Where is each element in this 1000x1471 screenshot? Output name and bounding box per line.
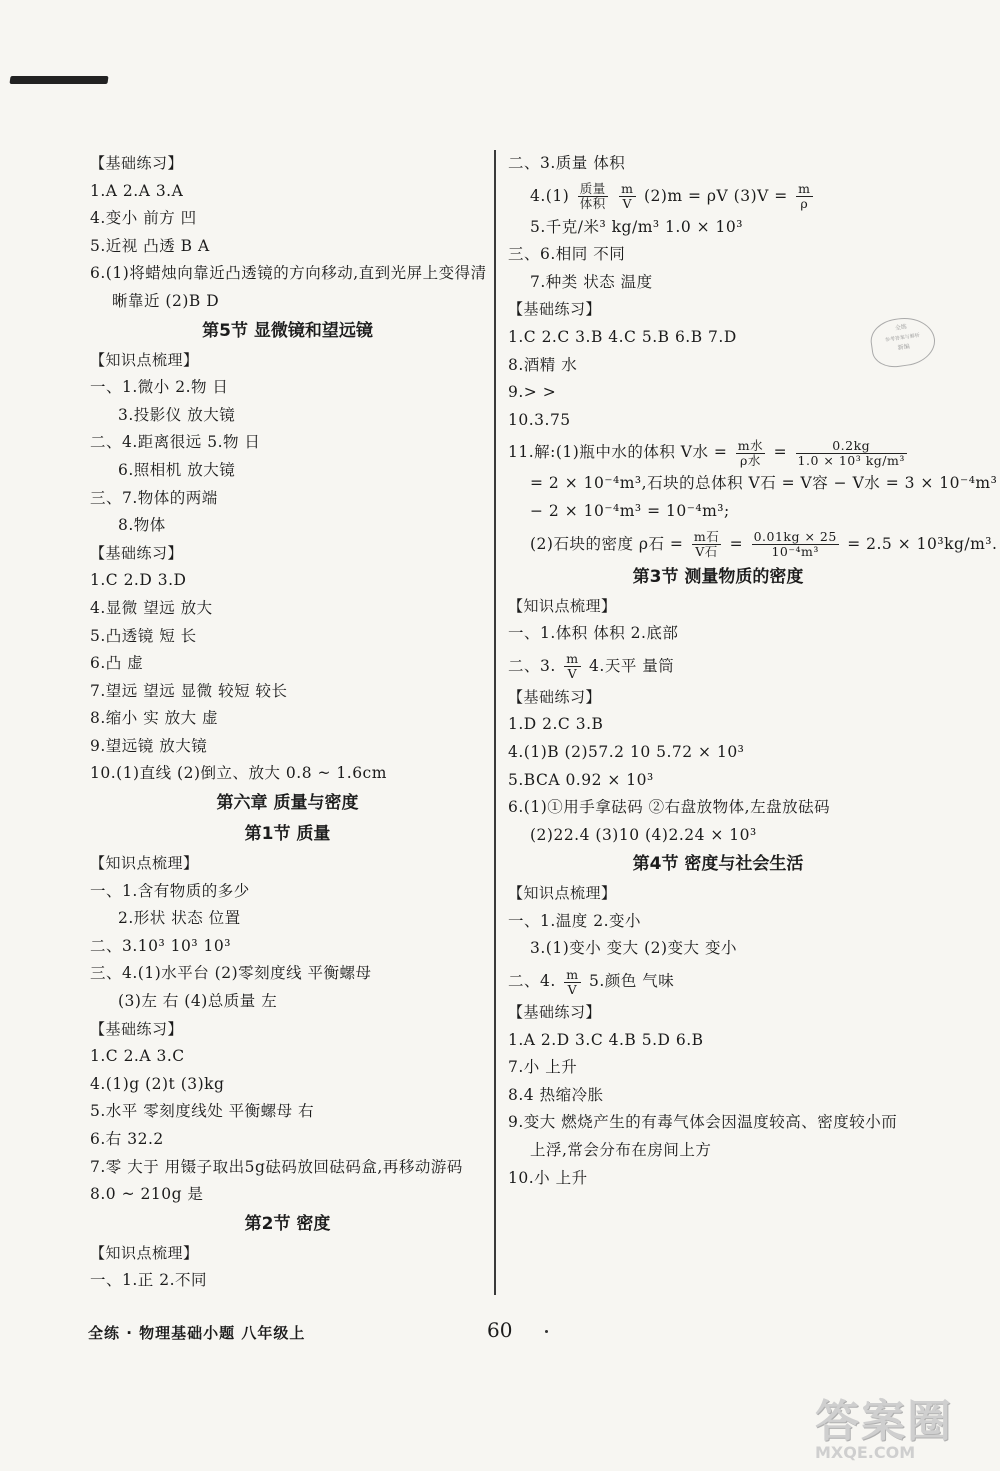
fraction-numerator: m水	[737, 437, 764, 453]
section-heading: 第2节 密度	[244, 1213, 331, 1234]
section-label: 【基础练习】	[508, 1003, 602, 1022]
answer-line: 一、1.含有物质的多少	[90, 881, 250, 900]
answer-line: − 2 × 10⁻⁴m³ = 10⁻⁴m³;	[530, 501, 730, 520]
section-label: 【知识点梳理】	[90, 1243, 199, 1262]
footer-title: 全练 · 物理基础小题 八年级上	[88, 1324, 306, 1342]
section-label: 【知识点梳理】	[90, 350, 199, 369]
watermark-logo	[815, 1385, 995, 1465]
fraction-numerator: 质量	[579, 181, 606, 197]
fraction	[796, 182, 812, 211]
section-label: 【基础练习】	[90, 1019, 184, 1038]
answer-line: 8.物体	[118, 516, 166, 535]
formula-text: 4.(1)	[530, 186, 570, 205]
answer-line: 三、4.(1)水平台 (2)零刻度线 平衡螺母	[90, 964, 372, 983]
answer-line: 8.0 ~ 210g 是	[90, 1185, 204, 1204]
fraction-denominator: 10⁻⁴m³	[771, 544, 819, 560]
answer-line: 1.C 2.A 3.C	[90, 1047, 185, 1066]
section-label: 【基础练习】	[90, 154, 184, 172]
section-heading: 第4节 密度与社会生活	[632, 854, 804, 875]
fraction	[564, 968, 580, 997]
formula-text: 11.解:(1)瓶中水的体积 V水 =	[508, 443, 733, 462]
formula-text: = 2.5 × 10³kg/m³.	[847, 534, 998, 553]
fraction	[692, 530, 721, 559]
answer-line: 6.右 32.2	[90, 1130, 164, 1148]
formula-line	[508, 648, 928, 684]
answer-line: 1.C 2.C 3.B 4.C 5.B 6.B 7.D	[508, 327, 737, 346]
formula-text: 5.颜色 气味	[589, 972, 675, 991]
formula-text: 二、4.	[508, 972, 556, 991]
answer-line: 1.A 2.A 3.A	[90, 181, 184, 200]
answer-line: = 2 × 10⁻⁴m³,石块的总体积 V石 = V容 − V水 = 3 × 10⁻⁴m³	[530, 474, 998, 493]
fraction	[796, 439, 907, 468]
fraction-denominator: ρ	[800, 196, 809, 212]
formula-text: 二、3.	[508, 656, 556, 675]
answer-line: 4.变小 前方 凹	[90, 209, 197, 228]
formula-line	[508, 526, 998, 562]
answer-line: (2)22.4 (3)10 (4)2.24 × 10³	[530, 825, 757, 844]
top-bar-decoration	[9, 76, 108, 84]
answer-line: 1.A 2.D 3.C 4.B 5.D 6.B	[508, 1030, 704, 1049]
formula-line	[508, 434, 928, 470]
fraction-numerator: m	[798, 181, 811, 197]
fraction-denominator: V	[622, 196, 633, 212]
answer-line: 二、4.距离很远 5.物 日	[90, 433, 261, 452]
section-label: 【基础练习】	[508, 687, 602, 706]
fraction-denominator: V	[567, 666, 578, 682]
chapter-heading: 第六章 质量与密度	[216, 793, 359, 814]
answer-line: 10.3.75	[508, 410, 571, 429]
answer-line: 5.水平 零刻度线处 平衡螺母 右	[90, 1102, 315, 1121]
answer-line: 10.(1)直线 (2)倒立、放大 0.8 ~ 1.6cm	[90, 764, 387, 783]
formula-text: (2)石块的密度 ρ石 =	[530, 534, 689, 553]
formula-text: 4.天平 量筒	[589, 656, 675, 675]
fraction	[736, 439, 765, 468]
answer-line: 三、6.相同 不同	[508, 245, 626, 264]
answer-line: 一、1.体积 体积 2.底部	[508, 624, 679, 643]
watermark-text: 答案圈	[815, 1396, 953, 1447]
answer-line: 6.照相机 放大镜	[118, 460, 236, 479]
section-label: 【知识点梳理】	[508, 596, 617, 615]
fraction	[578, 182, 608, 211]
answer-line: 7.小 上升	[508, 1058, 578, 1077]
fraction	[752, 530, 839, 559]
formula-text: =	[773, 443, 793, 462]
answer-line: 晰靠近 (2)B D	[112, 291, 220, 310]
stamp-text: 新编	[897, 343, 911, 352]
fraction-numerator: 0.2kg	[796, 439, 907, 454]
stamp-text: 参考答案与解析	[884, 332, 921, 344]
section-label: 【基础练习】	[508, 300, 602, 319]
fraction-numerator: 0.01kg × 25	[753, 529, 837, 545]
column-divider	[494, 150, 496, 1295]
answer-line: 4.显微 望远 放大	[90, 598, 213, 617]
answer-line: 1.C 2.D 3.D	[90, 571, 187, 590]
section-heading: 第1节 质量	[244, 824, 331, 845]
answer-line: 8.缩小 实 放大 虚	[90, 709, 219, 728]
watermark-url: MXQE.COM	[815, 1443, 916, 1462]
formula-line	[508, 178, 928, 214]
section-label: 【知识点梳理】	[90, 854, 199, 873]
page-number: 60	[487, 1318, 513, 1342]
fraction	[619, 182, 635, 211]
answer-line: 一、1.正 2.不同	[90, 1271, 208, 1290]
answer-line: 一、1.微小 2.物 日	[90, 378, 229, 397]
answer-line: 二、3.质量 体积	[508, 154, 626, 172]
answer-line: 8.4 热缩冷胀	[508, 1085, 604, 1104]
formula-text: =	[729, 534, 749, 553]
decorative-dot	[545, 1330, 548, 1333]
answer-line: 一、1.温度 2.变小	[508, 911, 642, 930]
right-column	[508, 150, 998, 1192]
answer-line: 7.望远 望远 显微 较短 较长	[90, 681, 288, 700]
fraction-denominator: V	[567, 981, 578, 997]
fraction-denominator: 体积	[579, 196, 606, 212]
left-column	[90, 150, 485, 1295]
fraction-denominator: V石	[695, 544, 718, 560]
answer-line: 4.(1)B (2)57.2 10 5.72 × 10³	[508, 742, 745, 761]
section-heading: 第3节 测量物质的密度	[632, 566, 804, 587]
answer-line: 9.望远镜 放大镜	[90, 736, 208, 755]
answer-line: (3)左 右 (4)总质量 左	[118, 992, 278, 1011]
answer-line: 4.(1)g (2)t (3)kg	[90, 1074, 225, 1093]
fraction	[564, 652, 580, 681]
answer-line: 上浮,常会分布在房间上方	[530, 1141, 712, 1160]
answer-line: 6.(1)①用手拿砝码 ②右盘放物体,左盘放砝码	[508, 798, 831, 817]
answer-line: 8.酒精 水	[508, 355, 578, 374]
fraction-numerator: m	[566, 651, 579, 667]
answer-line: 5.BCA 0.92 × 10³	[508, 770, 654, 789]
fraction-numerator: m	[621, 181, 634, 197]
answer-line: 9.变大 燃烧产生的有毒气体会因温度较高、密度较小而	[508, 1113, 898, 1132]
answer-line: 3.(1)变小 变大 (2)变大 变小	[530, 939, 737, 958]
section-label: 【基础练习】	[90, 543, 184, 562]
fraction-numerator: m	[566, 966, 579, 982]
answer-line: 6.(1)将蜡烛向靠近凸透镜的方向移动,直到光屏上变得清	[90, 264, 487, 283]
answer-line: 5.近视 凸透 B A	[90, 236, 210, 255]
answer-line: 二、3.10³ 10³ 10³	[90, 936, 231, 955]
answer-line: 2.形状 状态 位置	[118, 909, 241, 928]
answer-line: 7.种类 状态 温度	[530, 272, 653, 291]
answer-line: 3.投影仪 放大镜	[118, 405, 236, 424]
answer-line: 5.凸透镜 短 长	[90, 626, 197, 645]
answer-line: 9.> >	[508, 383, 557, 402]
formula-line	[508, 963, 928, 999]
answer-line: 三、7.物体的两端	[90, 488, 218, 507]
fraction-denominator: ρ水	[740, 452, 761, 468]
fraction-numerator: m石	[693, 529, 720, 545]
fraction-denominator: 1.0 × 10³ kg/m³	[797, 452, 905, 468]
section-heading: 第5节 显微镜和望远镜	[202, 320, 373, 341]
answer-line: 1.D 2.C 3.B	[508, 715, 604, 734]
section-label: 【知识点梳理】	[508, 884, 617, 903]
stamp-text: 全练	[894, 323, 908, 332]
answer-line: 5.千克/米³ kg/m³ 1.0 × 10³	[530, 217, 743, 236]
formula-text: (2)m = ρV (3)V =	[643, 186, 794, 205]
answer-line: 6.凸 虚	[90, 654, 144, 673]
answer-line: 10.小 上升	[508, 1168, 588, 1187]
answer-line: 7.零 大于 用镊子取出5g砝码放回砝码盒,再移动游码	[90, 1157, 463, 1176]
